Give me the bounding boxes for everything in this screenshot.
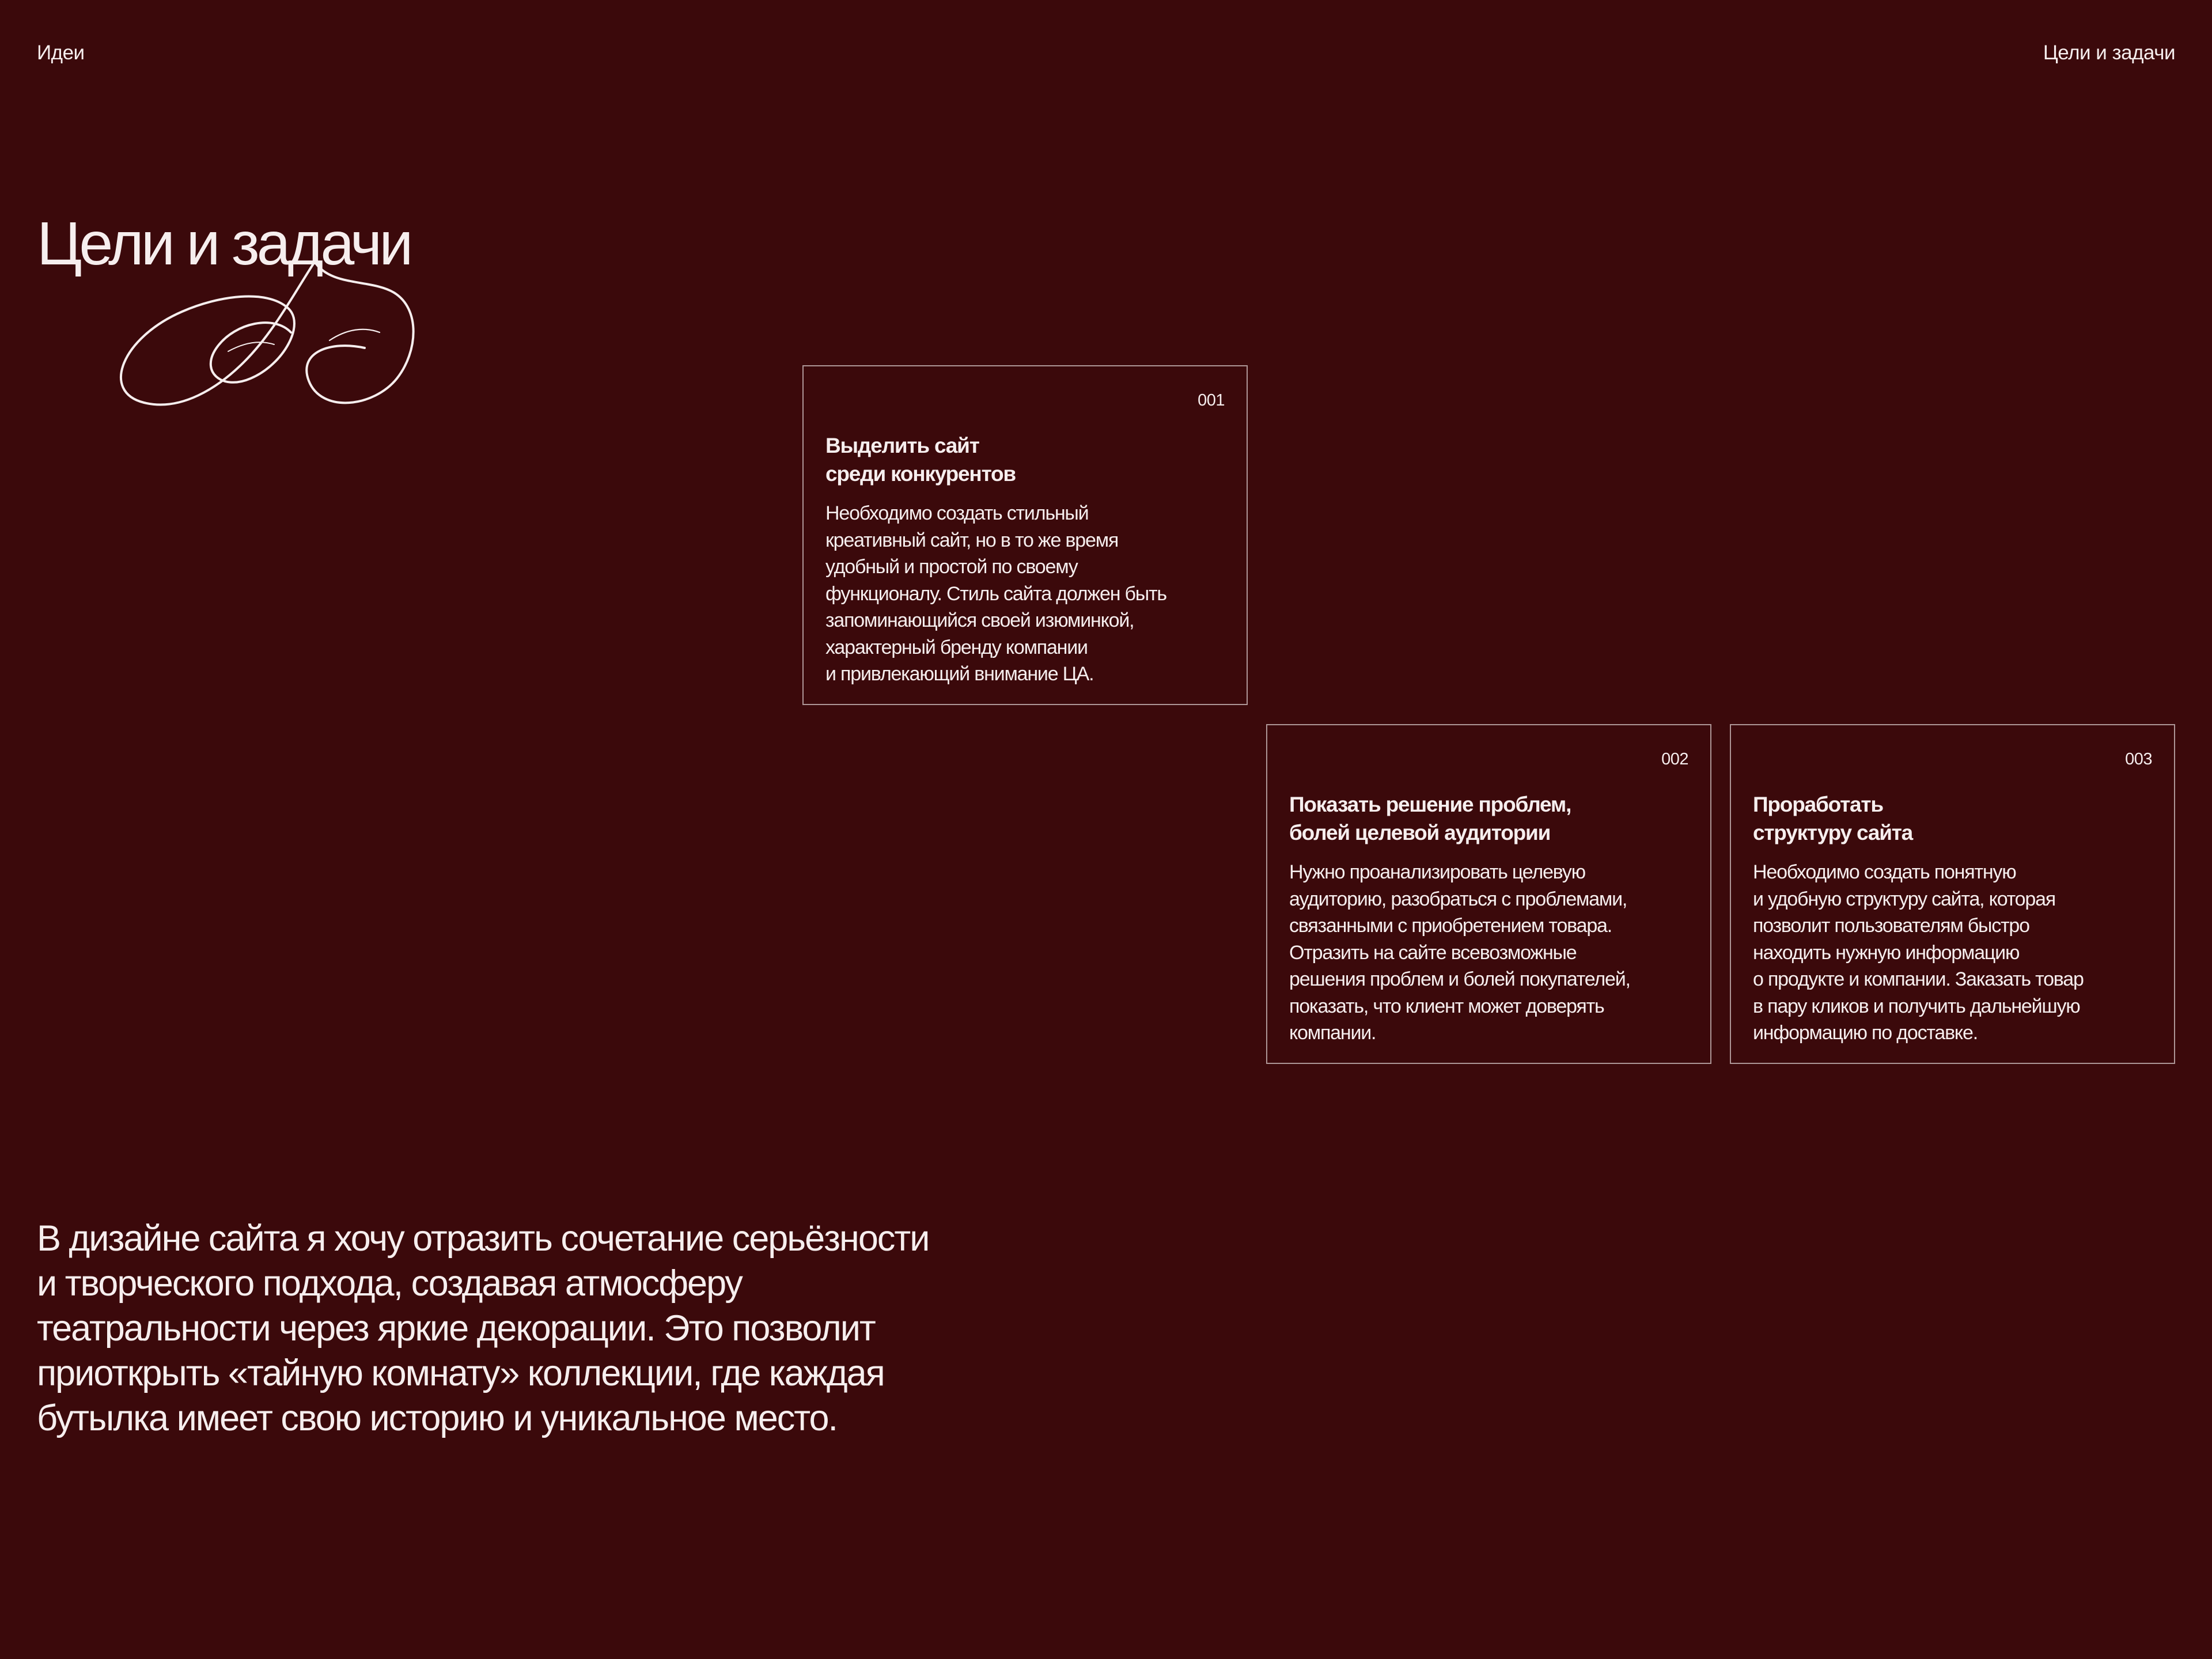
nav-goals-link[interactable]: Цели и задачи <box>2043 41 2175 64</box>
card-title: Показать решение проблем, болей целевой аудитории <box>1289 793 1571 844</box>
intro-paragraph: В дизайне сайта я хочу отразить сочетание серьёзности и творческого подхода, создавая атмосферу театральности через яркие декорации. Это позволит приоткрыть «тайную комнату» коллекции, где каждая бутылка имеет свою историю и уникальное место. <box>37 1218 929 1438</box>
card-number: 003 <box>2125 750 2152 768</box>
card-number: 001 <box>1198 391 1225 410</box>
card-description: Необходимо создать стильный креативный сайт, но в то же время удобный и простой по своему функционалу. Стиль сайта должен быть запоминающийся своей изюминкой, характерный бренду компании и привлекающий внимание ЦА. <box>825 502 1166 685</box>
card-number: 002 <box>1661 750 1688 768</box>
page-title: Цели и задачи <box>37 210 411 278</box>
goal-card-003 <box>1730 724 2175 1064</box>
nav-ideas-link[interactable]: Идеи <box>37 41 85 64</box>
card-title: Выделить сайт среди конкурентов <box>825 434 1016 486</box>
goal-card-001 <box>802 365 1248 705</box>
card-title: Проработать структуру сайта <box>1753 793 1913 844</box>
card-description: Необходимо создать понятную и удобную структуру сайта, которая позволит пользователям быстро находить нужную информацию о продукте и компании. Заказать товар в пару кликов и получить дальнейшую информацию по доставке. <box>1753 861 2084 1044</box>
card-description: Нужно проанализировать целевую аудиторию, разобраться с проблемами, связанными с приобретением товара. Отразить на сайте всевозможные решения проблем и болей покупателей, показать, что клиент может доверять компании. <box>1289 861 1630 1044</box>
calligraphic-flourish-icon <box>89 242 463 409</box>
title-section <box>37 210 475 421</box>
goal-card-002 <box>1266 724 1711 1064</box>
